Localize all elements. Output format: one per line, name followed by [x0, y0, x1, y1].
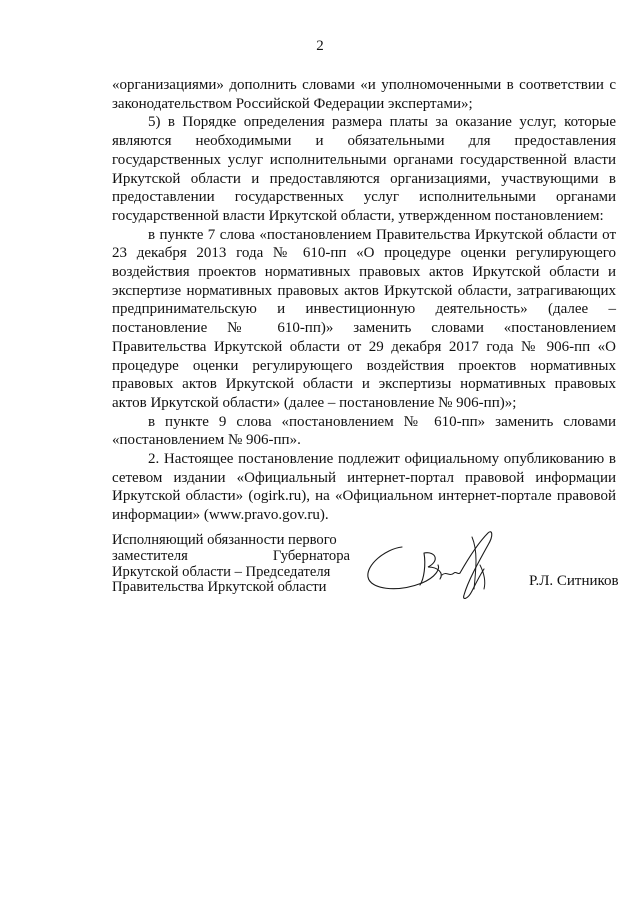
signer-title-line: Правительства Иркутской области	[112, 579, 327, 596]
signer-title-line: Исполняющий обязанности первого	[112, 532, 337, 548]
signer-title-line: заместителя Губернатора	[112, 547, 350, 564]
paragraph-continuation: «организациями» дополнить словами «и уполномоченными в соответствии с законодательством Российской Федерации экспертами»;	[112, 77, 616, 112]
paragraph-point-7: в пункте 7 слова «постановлением Правительства Иркутской области от 23 декабря 2013 года № 610-пп «О процедуре оценки регулирующего воздействия проектов нормативных правовых актов Иркутской области и экспертизе нормативных правовых актов Иркутской области, затрагивающих предпринимательскую и инвестиционную деятельность» (далее – постановление № 610-пп)» заменить словами «постановлением Правительства Иркутской области от 29 декабря 2017 года № 906-пп «О процедуре оценки регулирующего воздействия проектов нормативных правовых актов Иркутской области и экспертизы нормативных правовых актов Иркутской области» (далее – постановление № 906-пп)»;	[112, 226, 616, 411]
signer-title-line: Иркутской области – Председателя	[112, 563, 331, 580]
signer-title	[112, 533, 350, 596]
paragraph-item-5: 5) в Порядке определения размера платы за оказание услуг, которые являются необходимыми и обязательными для предоставления государственных услуг исполнительными органами государственной власти Иркутской области и предоставляются организациями, участвующими в предоставлении государственных услуг исполнительными органами государственной власти Иркутской области, утвержденном постановлением:	[112, 114, 616, 224]
page-number: 2	[316, 38, 324, 54]
signature-block	[112, 533, 622, 613]
document-body	[112, 76, 616, 525]
paragraph-item-2-publication: 2. Настоящее постановление подлежит официальному опубликованию в сетевом издании «Официальный интернет-портал правовой информации Иркутской области» (ogirk.ru), на «Официальном интернет-портале правовой информации» (www.pravo.gov.ru).	[112, 451, 616, 524]
signer-name: Р.Л. Ситников	[529, 573, 619, 589]
handwritten-signature	[360, 525, 520, 605]
paragraph-point-9: в пункте 9 слова «постановлением № 610-пп» заменить словами «постановлением № 906-пп».	[112, 413, 616, 449]
